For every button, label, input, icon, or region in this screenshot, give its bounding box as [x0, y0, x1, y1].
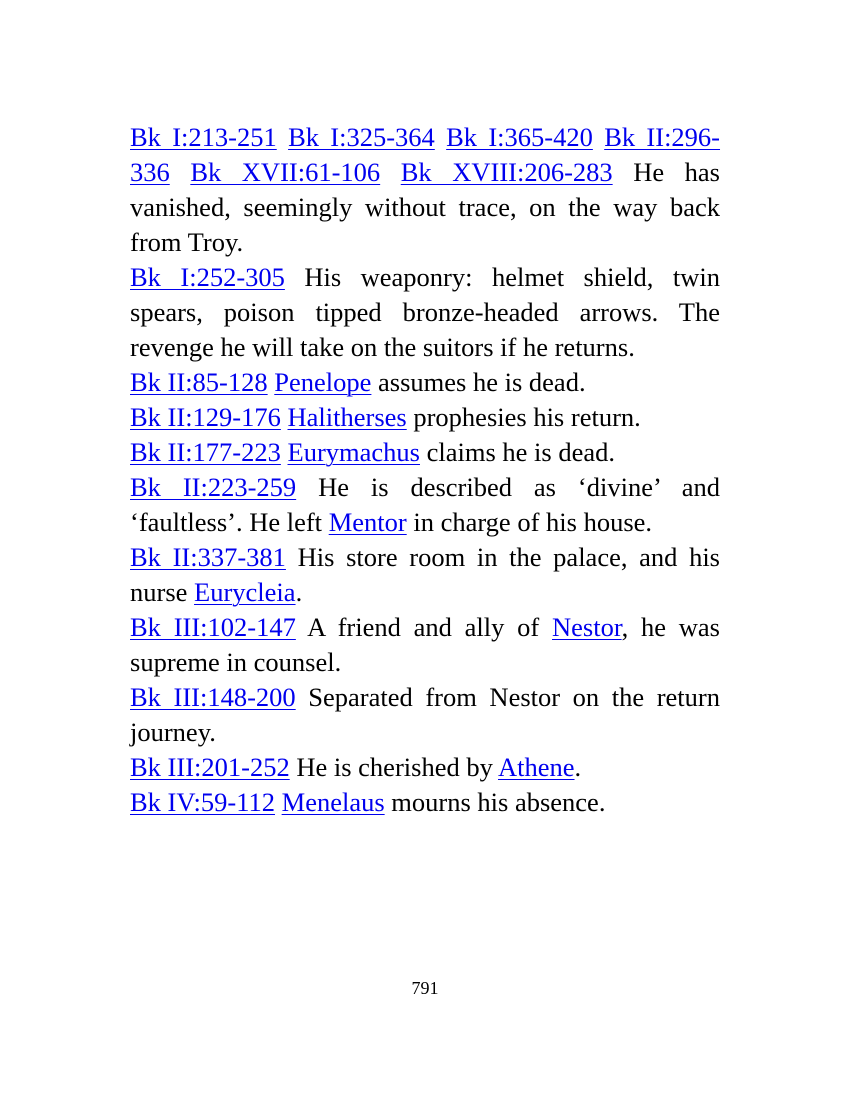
book-reference-link[interactable]: Bk II:129-176: [130, 402, 281, 432]
entry-text: He is described as ‘divine’ and ‘faultless’. He left: [130, 472, 720, 537]
book-reference-link[interactable]: Bk I:325-364: [288, 122, 435, 152]
book-reference-link[interactable]: Bk II:177-223: [130, 437, 281, 467]
character-link[interactable]: Eurymachus: [287, 437, 420, 467]
entry-text: [281, 437, 288, 467]
entry-text: Separated from Nestor on the return journey.: [130, 682, 720, 747]
entry-text: His weaponry: helmet shield, twin spears, poison tipped bronze-headed arrows. The revenge he will take on the suitors if he returns.: [130, 262, 721, 362]
entry-text: .: [295, 577, 303, 607]
entry-text: mourns his absence.: [384, 787, 606, 817]
entry-text: [170, 157, 191, 187]
book-reference-link[interactable]: Bk II:296-336: [130, 122, 721, 187]
index-entry: [130, 470, 720, 540]
entry-text: assumes he is dead.: [371, 367, 586, 397]
entry-text: He has vanished, seemingly without trace, on the way back from Troy.: [130, 157, 720, 257]
index-entry: [130, 540, 720, 610]
entry-text: [277, 122, 288, 152]
index-entry: [130, 365, 720, 400]
character-link[interactable]: Penelope: [274, 367, 372, 397]
page-number: 791: [411, 978, 439, 998]
book-reference-link[interactable]: Bk I:213-251: [130, 122, 277, 152]
entry-text: [380, 157, 401, 187]
book-reference-link[interactable]: Bk III:201-252: [130, 752, 290, 782]
character-link[interactable]: Menelaus: [281, 787, 385, 817]
book-reference-link[interactable]: Bk III:148-200: [130, 682, 296, 712]
book-reference-link[interactable]: Bk II:223-259: [130, 472, 297, 502]
character-link[interactable]: Nestor: [552, 612, 622, 642]
entry-text: prophesies his return.: [406, 402, 641, 432]
index-entry: [130, 610, 720, 680]
book-reference-link[interactable]: Bk III:102-147: [130, 612, 296, 642]
character-link[interactable]: Halitherses: [287, 402, 407, 432]
book-reference-link[interactable]: Bk XVII:61-106: [190, 157, 381, 187]
index-entry: [130, 260, 720, 365]
index-entry: [130, 680, 720, 750]
book-reference-link[interactable]: Bk XVIII:206-283: [400, 157, 613, 187]
entry-list: [130, 120, 720, 820]
index-entry: [130, 435, 720, 470]
entry-text: in charge of his house.: [406, 507, 653, 537]
entry-text: His store room in the palace, and his nurse: [130, 542, 720, 607]
entry-text: [275, 787, 282, 817]
index-entry: [130, 400, 720, 435]
entry-text: claims he is dead.: [419, 437, 615, 467]
entry-text: , he was supreme in counsel.: [130, 612, 720, 677]
book-reference-link[interactable]: Bk I:252-305: [130, 262, 285, 292]
entry-text: [593, 122, 604, 152]
index-entry: [130, 120, 720, 260]
book-reference-link[interactable]: Bk I:365-420: [446, 122, 593, 152]
entry-text: [435, 122, 446, 152]
character-link[interactable]: Athene: [498, 752, 575, 782]
entry-text: A friend and ally of: [295, 612, 553, 642]
character-link[interactable]: Mentor: [328, 507, 407, 537]
character-link[interactable]: Eurycleia: [194, 577, 296, 607]
entry-text: He is cherished by: [289, 752, 498, 782]
index-entry: [130, 785, 720, 820]
document-page: [130, 120, 720, 820]
book-reference-link[interactable]: Bk II:85-128: [130, 367, 268, 397]
entry-text: .: [574, 752, 582, 782]
book-reference-link[interactable]: Bk IV:59-112: [130, 787, 275, 817]
book-reference-link[interactable]: Bk II:337-381: [130, 542, 286, 572]
index-entry: [130, 750, 720, 785]
entry-text: [281, 402, 288, 432]
